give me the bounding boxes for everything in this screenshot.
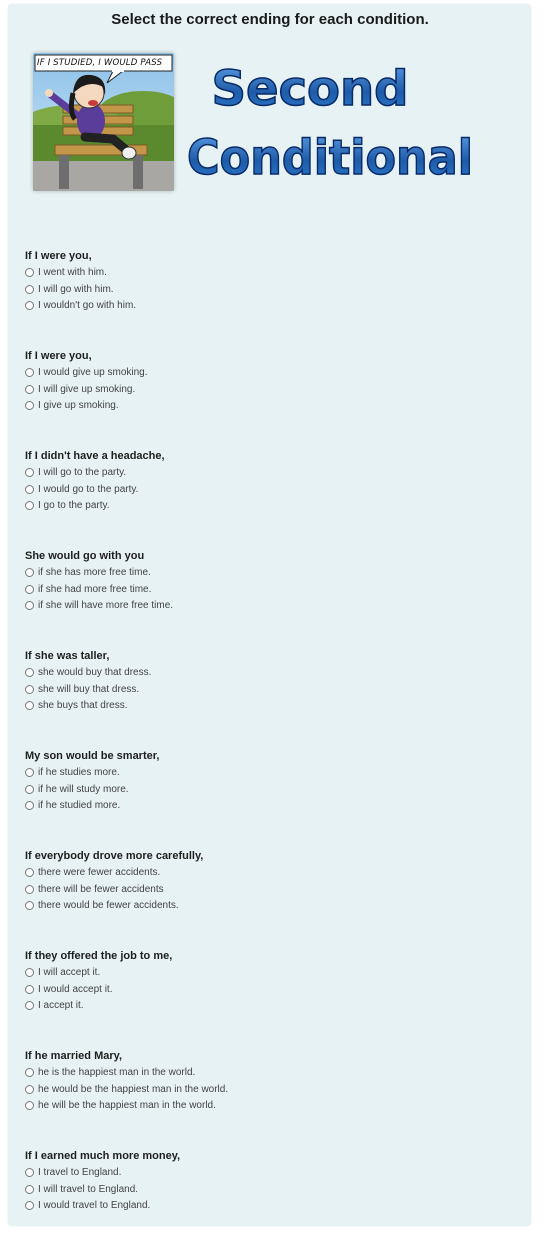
title-line-1: Second [211, 61, 409, 117]
option-label: I would accept it. [38, 983, 113, 995]
radio-button[interactable] [25, 585, 34, 594]
answer-option[interactable] [25, 897, 525, 914]
option-label: I wouldn't go with him. [38, 300, 137, 312]
radio-button[interactable] [25, 1168, 34, 1177]
radio-button[interactable] [25, 1001, 34, 1010]
answer-option[interactable] [25, 364, 525, 381]
radio-button[interactable] [25, 801, 34, 810]
question-prompt: If I didn't have a headache, [25, 450, 165, 462]
option-label: I will travel to England. [38, 1183, 139, 1195]
option-label: she buys that dress. [38, 700, 128, 712]
answer-option[interactable] [25, 481, 525, 498]
answer-option[interactable] [25, 681, 525, 698]
option-label: he is the happiest man in the world. [38, 1066, 196, 1078]
question-block [25, 1049, 525, 1149]
option-label: I would travel to England. [38, 1200, 151, 1212]
answer-option[interactable] [25, 881, 525, 898]
comic-illustration [33, 53, 174, 191]
option-label: he will be the happiest man in the world. [38, 1100, 216, 1112]
quiz-list [25, 249, 525, 1249]
option-label: if he will study more. [38, 783, 129, 795]
radio-button[interactable] [25, 685, 34, 694]
question-prompt: She would go with you [25, 550, 145, 562]
option-label: there would be fewer accidents. [38, 900, 179, 912]
option-label: if he studied more. [38, 800, 121, 812]
question-block [25, 249, 525, 349]
answer-option[interactable] [25, 697, 525, 714]
answer-option[interactable] [25, 397, 525, 414]
answer-option[interactable] [25, 764, 525, 781]
answer-option[interactable] [25, 781, 525, 798]
option-label: I went with him. [38, 266, 107, 278]
radio-button[interactable] [25, 901, 34, 910]
question-prompt: If he married Mary, [25, 1050, 122, 1062]
question-block [25, 549, 525, 649]
instructions-heading: Select the correct ending for each condition. [111, 11, 429, 28]
answer-option[interactable] [25, 964, 525, 981]
option-label: I will give up smoking. [38, 383, 136, 395]
option-label: I will go to the party. [38, 466, 127, 478]
option-label: I will accept it. [38, 966, 101, 978]
answer-option[interactable] [25, 1081, 525, 1098]
radio-button[interactable] [25, 985, 34, 994]
radio-button[interactable] [25, 968, 34, 977]
answer-option[interactable] [25, 864, 525, 881]
answer-option[interactable] [25, 264, 525, 281]
answer-option[interactable] [25, 1181, 525, 1198]
option-label: I travel to England. [38, 1166, 122, 1178]
answer-option[interactable] [25, 497, 525, 514]
answer-option[interactable] [25, 664, 525, 681]
radio-button[interactable] [25, 701, 34, 710]
option-label: if he studies more. [38, 766, 120, 778]
radio-button[interactable] [25, 601, 34, 610]
question-block [25, 749, 525, 849]
option-label: she would buy that dress. [38, 666, 152, 678]
answer-option[interactable] [25, 381, 525, 398]
radio-button[interactable] [25, 385, 34, 394]
question-block [25, 949, 525, 1049]
answer-option[interactable] [25, 1197, 525, 1214]
option-label: I go to the party. [38, 500, 110, 512]
option-label: there will be fewer accidents [38, 883, 164, 895]
question-block [25, 449, 525, 549]
question-prompt: My son would be smarter, [25, 750, 160, 762]
radio-button[interactable] [25, 1101, 34, 1110]
answer-option[interactable] [25, 564, 525, 581]
option-label: if she has more free time. [38, 566, 151, 578]
radio-button[interactable] [25, 1068, 34, 1077]
answer-option[interactable] [25, 297, 525, 314]
radio-button[interactable] [25, 268, 34, 277]
question-prompt: If everybody drove more carefully, [25, 850, 204, 862]
question-block [25, 349, 525, 449]
radio-button[interactable] [25, 768, 34, 777]
option-label: there were fewer accidents. [38, 866, 161, 878]
answer-option[interactable] [25, 1097, 525, 1114]
radio-button[interactable] [25, 668, 34, 677]
option-label: she will buy that dress. [38, 683, 140, 695]
answer-option[interactable] [25, 597, 525, 614]
question-prompt: If I earned much more money, [25, 1150, 181, 1162]
radio-button[interactable] [25, 785, 34, 794]
answer-option[interactable] [25, 1064, 525, 1081]
radio-button[interactable] [25, 401, 34, 410]
option-label: if she will have more free time. [38, 600, 174, 612]
radio-button[interactable] [25, 1201, 34, 1210]
radio-button[interactable] [25, 368, 34, 377]
title-line-2: Conditional [187, 130, 473, 182]
radio-button[interactable] [25, 285, 34, 294]
question-block [25, 849, 525, 949]
option-label: I accept it. [38, 1000, 84, 1012]
speech-bubble-text: IF I STUDIED, I WOULD PASS [37, 58, 163, 68]
option-label: he would be the happiest man in the world. [38, 1083, 229, 1095]
option-label: I will go with him. [38, 283, 114, 295]
radio-button[interactable] [25, 468, 34, 477]
question-prompt: If she was taller, [25, 650, 110, 662]
answer-option[interactable] [25, 581, 525, 598]
question-prompt: If I were you, [25, 350, 92, 362]
question-prompt: If they offered the job to me, [25, 950, 173, 962]
radio-button[interactable] [25, 301, 34, 310]
radio-button[interactable] [25, 501, 34, 510]
option-label: I would give up smoking. [38, 366, 148, 378]
radio-button[interactable] [25, 485, 34, 494]
question-prompt: If I were you, [25, 250, 92, 262]
question-block [25, 1149, 525, 1249]
answer-option[interactable] [25, 1164, 525, 1181]
answer-option[interactable] [25, 997, 525, 1014]
second-conditional-title [180, 58, 480, 182]
radio-button[interactable] [25, 868, 34, 877]
answer-option[interactable] [25, 981, 525, 998]
radio-button[interactable] [25, 568, 34, 577]
option-label: I would go to the party. [38, 483, 139, 495]
option-label: I give up smoking. [38, 400, 119, 412]
answer-option[interactable] [25, 797, 525, 814]
option-label: if she had more free time. [38, 583, 152, 595]
radio-button[interactable] [25, 1185, 34, 1194]
question-block [25, 649, 525, 749]
answer-option[interactable] [25, 281, 525, 298]
radio-button[interactable] [25, 1085, 34, 1094]
answer-option[interactable] [25, 464, 525, 481]
radio-button[interactable] [25, 885, 34, 894]
